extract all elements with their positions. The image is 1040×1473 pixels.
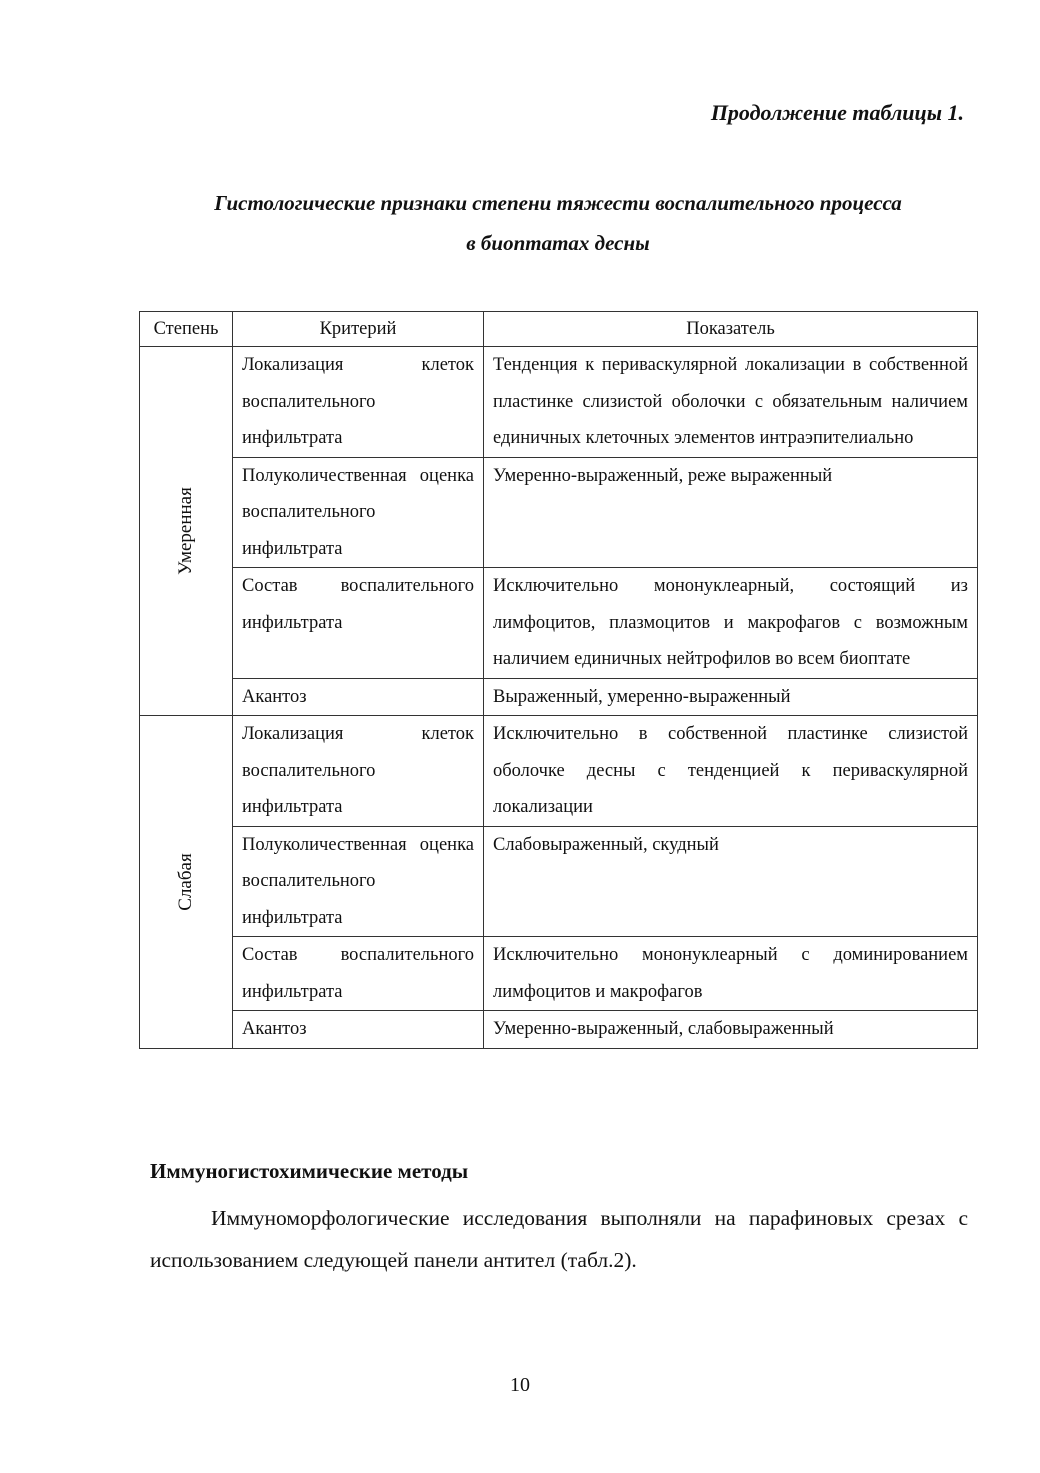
degree-label: Слабая: [174, 853, 196, 911]
indicator-cell: Слабовыраженный, скудный: [484, 826, 978, 937]
table-title-line-1: Гистологические признаки степени тяжести воспалительного процесса: [214, 191, 902, 215]
continuation-label: Продолжение таблицы 1.: [710, 100, 964, 125]
criterion-cell: Акантоз: [233, 678, 484, 716]
criterion-cell: Локализация клеток воспалительного инфильтрата: [233, 347, 484, 458]
table-row: [140, 1011, 978, 1049]
degree-label: Умеренная: [174, 487, 196, 575]
table-row: [140, 678, 978, 716]
indicator-cell: Умеренно-выраженный, слабовыраженный: [484, 1011, 978, 1049]
section-heading: Иммуногистохимические методы: [150, 1159, 469, 1183]
table-title: [140, 183, 976, 263]
header-degree: Степень: [140, 312, 233, 347]
body-paragraph: Иммуноморфологические исследования выполняли на парафиновых срезах с использованием следующей панели антител (табл.2).: [150, 1206, 968, 1272]
header-criterion: Критерий: [233, 312, 484, 347]
indicator-cell: Исключительно в собственной пластинке слизистой оболочке десны с тенденцией к периваскулярной локализации: [484, 716, 978, 827]
criterion-cell: Локализация клеток воспалительного инфильтрата: [233, 716, 484, 827]
indicator-cell: Исключительно мононуклеарный с доминированием лимфоцитов и макрофагов: [484, 937, 978, 1011]
criterion-cell: Полуколичественная оценка воспалительного инфильтрата: [233, 457, 484, 568]
criterion-cell: Состав воспалительного инфильтрата: [233, 937, 484, 1011]
degree-cell-weak: [140, 716, 233, 1049]
indicator-cell: Умеренно-выраженный, реже выраженный: [484, 457, 978, 568]
degree-cell-moderate: [140, 347, 233, 716]
page-number: 10: [510, 1374, 530, 1396]
table-row: [140, 568, 978, 679]
criterion-cell: Состав воспалительного инфильтрата: [233, 568, 484, 679]
indicator-cell: Выраженный, умеренно-выраженный: [484, 678, 978, 716]
table-row: [140, 347, 978, 458]
criterion-cell: Акантоз: [233, 1011, 484, 1049]
table-title-line-2: в биоптатах десны: [466, 231, 650, 255]
criterion-cell: Полуколичественная оценка воспалительного инфильтрата: [233, 826, 484, 937]
indicator-cell: Исключительно мононуклеарный, состоящий из лимфоцитов, плазмоцитов и макрофагов с возможным наличием единичных нейтрофилов во всем биоптате: [484, 568, 978, 679]
table-row: [140, 457, 978, 568]
table-row: [140, 716, 978, 827]
table-row: [140, 937, 978, 1011]
table-row: [140, 826, 978, 937]
criteria-table: [139, 311, 978, 1049]
table-header-row: [140, 312, 978, 347]
indicator-cell: Тенденция к периваскулярной локализации в собственной пластинке слизистой оболочки с обязательным наличием единичных клеточных элементов интраэпителиально: [484, 347, 978, 458]
header-indicator: Показатель: [484, 312, 978, 347]
